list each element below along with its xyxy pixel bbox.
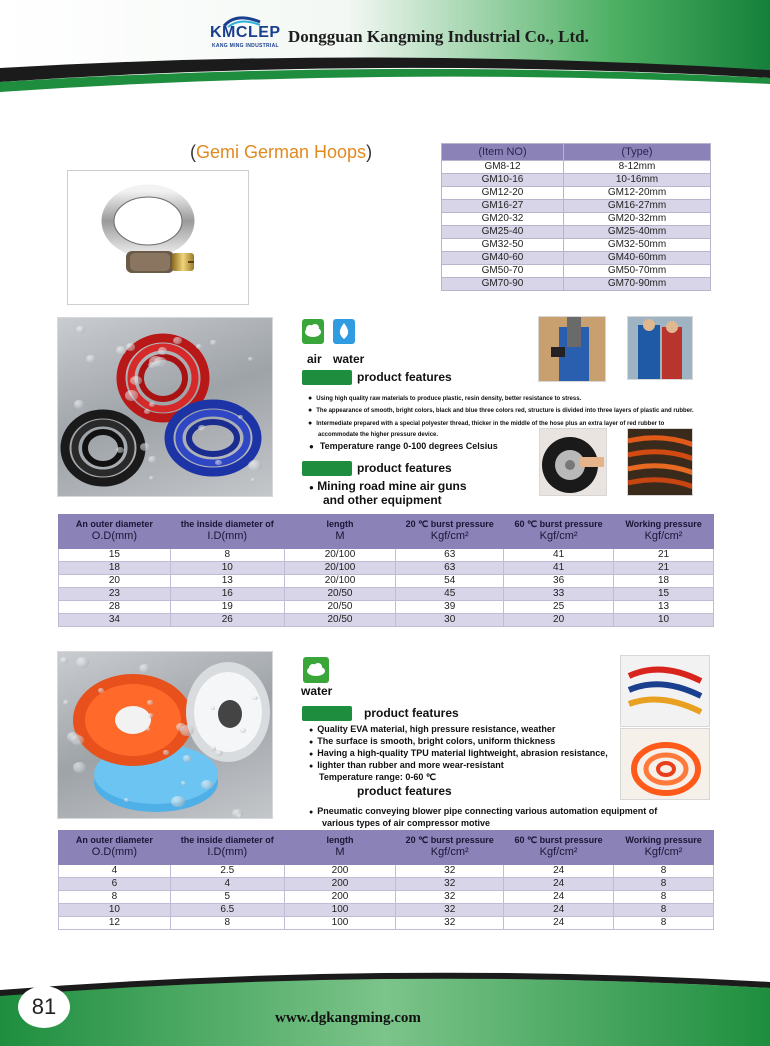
- water-droplet: [211, 706, 215, 710]
- table-cell: 8: [170, 549, 284, 562]
- table-row: [59, 562, 714, 575]
- table-row: [442, 265, 711, 278]
- water-droplet: [148, 713, 153, 717]
- column-header: the inside diameter of I.D(mm): [170, 515, 284, 549]
- table-row: [442, 252, 711, 265]
- table-cell: 23: [59, 588, 171, 601]
- company-name: Dongguan Kangming Industrial Co., Ltd.: [288, 27, 589, 46]
- hose-fittings-photo: [627, 428, 693, 496]
- table-cell: 8: [614, 904, 714, 917]
- tpu-temperature: Temperature range: 0-60 ℃: [319, 772, 436, 782]
- table-cell: 63: [396, 562, 504, 575]
- table-row: [59, 575, 714, 588]
- table-cell: 15: [59, 549, 171, 562]
- water-droplet: [147, 700, 153, 705]
- table-cell: 24: [504, 891, 614, 904]
- table-cell: 33: [504, 588, 614, 601]
- table-cell: 20/50: [284, 614, 396, 627]
- table-cell: GM10-16: [442, 174, 564, 187]
- feature-item: ● Using high quality raw materials to produce plastic, resin density, better resistance to stress.: [318, 395, 581, 403]
- feature-temperature: ● Temperature range 0-100 degrees Celsius: [309, 441, 498, 451]
- table-cell: 13: [614, 601, 714, 614]
- table-row: [59, 549, 714, 562]
- water-cloud-icon: [303, 657, 329, 683]
- table-row: [442, 226, 711, 239]
- table-cell: 20/100: [284, 562, 396, 575]
- application-text: ● Mining road mine air guns and other equipment: [309, 479, 467, 507]
- water-droplet: [130, 376, 142, 385]
- table-cell: 15: [614, 588, 714, 601]
- table-header-row: [442, 144, 711, 161]
- hoops-title-name: Gemi German Hoops: [196, 142, 367, 162]
- table-header-row: [59, 831, 714, 865]
- tpu-application-text: ● Pneumatic conveying blower pipe connecting various automation equipment of: [309, 806, 658, 816]
- column-header: Working pressure Kgf/cm²: [614, 515, 714, 549]
- water-droplet: [149, 402, 155, 407]
- feature-item-continued: accommodate the higher pressure device.: [318, 432, 439, 438]
- table-row: [59, 917, 714, 930]
- table-cell: 8: [59, 891, 171, 904]
- water-label-2: water: [301, 684, 333, 698]
- table-cell: 39: [396, 601, 504, 614]
- water-label: water: [333, 352, 365, 366]
- table-cell: GM25-40mm: [564, 226, 711, 239]
- table-cell: 10: [59, 904, 171, 917]
- table-cell: 20: [59, 575, 171, 588]
- table-cell: GM20-32mm: [564, 213, 711, 226]
- table-cell: 63: [396, 549, 504, 562]
- table-row: [59, 878, 714, 891]
- hoops-spec-table: [441, 143, 711, 291]
- water-droplet: [215, 460, 222, 465]
- table-cell: GM70-90: [442, 278, 564, 291]
- column-header: Working pressure Kgf/cm²: [614, 831, 714, 865]
- water-droplet: [124, 798, 129, 802]
- table-cell: 20/100: [284, 549, 396, 562]
- table-cell: 8: [614, 891, 714, 904]
- table-cell: 28: [59, 601, 171, 614]
- hose-clamp-photo: [67, 170, 249, 305]
- column-header: (Item NO): [442, 144, 564, 161]
- table-cell: 20: [504, 614, 614, 627]
- tpu-applications-heading: product features: [357, 784, 452, 798]
- table-row: [442, 213, 711, 226]
- column-header: length M: [284, 515, 396, 549]
- table-row: [59, 865, 714, 878]
- table-cell: GM32-50mm: [564, 239, 711, 252]
- table-cell: 32: [396, 865, 504, 878]
- table-row: [442, 187, 711, 200]
- tire-inflation-photo: [539, 428, 607, 496]
- table-cell: 32: [396, 878, 504, 891]
- column-header: An outer diameter O.D(mm): [59, 515, 171, 549]
- feature-item: ● The appearance of smooth, bright colors, black and blue three colors red, structure is divided into three layers of plastic and rubber.: [318, 407, 694, 415]
- table-cell: 26: [170, 614, 284, 627]
- hoops-title: (Gemi German Hoops): [190, 142, 373, 162]
- water-drop-icon: [333, 319, 355, 344]
- water-droplet: [98, 688, 104, 693]
- water-droplet: [248, 357, 253, 361]
- tpu-features-heading: product features: [364, 706, 459, 720]
- table-cell: 24: [504, 865, 614, 878]
- logo-text: KMCLEP: [210, 24, 281, 41]
- table-cell: 20/50: [284, 588, 396, 601]
- table-row: [59, 904, 714, 917]
- water-droplet: [201, 780, 212, 789]
- column-header: 20 ℃ burst pressure Kgf/cm²: [396, 515, 504, 549]
- table-cell: 10: [614, 614, 714, 627]
- applications-heading: product features: [357, 461, 452, 475]
- column-header: (Type): [564, 144, 711, 161]
- table-cell: 32: [396, 904, 504, 917]
- tpu-features-badge: [302, 706, 352, 721]
- tpu-feature-item: ● The surface is smooth, bright colors, uniform thickness: [309, 736, 556, 746]
- footer-banner: [0, 960, 770, 1046]
- tpu-hose-photo: [57, 651, 273, 819]
- table-cell: 200: [284, 878, 396, 891]
- table-cell: 54: [396, 575, 504, 588]
- table-cell: 8: [614, 865, 714, 878]
- rubber-hose-spec-table: [58, 514, 714, 627]
- column-header: the inside diameter of I.D(mm): [170, 831, 284, 865]
- table-cell: 34: [59, 614, 171, 627]
- column-header: 60 ℃ burst pressure Kgf/cm²: [504, 515, 614, 549]
- table-cell: 8: [614, 917, 714, 930]
- table-cell: GM12-20mm: [564, 187, 711, 200]
- column-header: An outer diameter O.D(mm): [59, 831, 171, 865]
- table-cell: 10-16mm: [564, 174, 711, 187]
- table-cell: 8: [170, 917, 284, 930]
- table-cell: GM50-70: [442, 265, 564, 278]
- table-cell: 19: [170, 601, 284, 614]
- water-droplet: [116, 346, 127, 355]
- coiled-hose-photo: [620, 655, 710, 727]
- water-droplet: [252, 696, 257, 700]
- water-droplet: [198, 425, 206, 431]
- column-header: 20 ℃ burst pressure Kgf/cm²: [396, 831, 504, 865]
- water-droplet: [60, 657, 68, 663]
- water-droplet: [240, 728, 246, 733]
- table-cell: 24: [504, 904, 614, 917]
- water-droplet: [67, 732, 79, 742]
- table-header-row: [59, 515, 714, 549]
- table-cell: GM16-27mm: [564, 200, 711, 213]
- table-cell: GM25-40: [442, 226, 564, 239]
- water-droplet: [144, 409, 150, 414]
- table-cell: 5: [170, 891, 284, 904]
- water-droplet: [76, 326, 85, 333]
- water-droplet: [238, 415, 243, 419]
- table-cell: GM50-70mm: [564, 265, 711, 278]
- column-header: 60 ℃ burst pressure Kgf/cm²: [504, 831, 614, 865]
- table-cell: 6: [59, 878, 171, 891]
- table-cell: 12: [59, 917, 171, 930]
- table-cell: 8: [614, 878, 714, 891]
- header-banner: [0, 0, 770, 110]
- tpu-feature-item: ● lighter than rubber and more wear-resistant: [309, 760, 504, 770]
- table-cell: 6.5: [170, 904, 284, 917]
- table-cell: 200: [284, 865, 396, 878]
- table-cell: GM20-32: [442, 213, 564, 226]
- table-cell: 41: [504, 549, 614, 562]
- table-row: [59, 891, 714, 904]
- table-row: [59, 601, 714, 614]
- table-row: [59, 614, 714, 627]
- table-cell: GM16-27: [442, 200, 564, 213]
- features-heading: product features: [357, 370, 452, 384]
- water-droplet: [163, 750, 168, 754]
- water-droplet: [210, 340, 216, 345]
- water-droplet: [139, 664, 151, 673]
- water-droplet: [146, 727, 150, 730]
- table-cell: 18: [614, 575, 714, 588]
- tpu-feature-item: ● Quality EVA material, high pressure resistance, weather: [309, 724, 556, 734]
- table-cell: 200: [284, 891, 396, 904]
- table-cell: GM8-12: [442, 161, 564, 174]
- applications-badge: [302, 461, 352, 476]
- tpu-hose-spec-table: [58, 830, 714, 930]
- table-cell: 25: [504, 601, 614, 614]
- page-number: 81: [18, 986, 70, 1028]
- table-cell: GM40-60mm: [564, 252, 711, 265]
- table-cell: 20/100: [284, 575, 396, 588]
- table-row: [442, 239, 711, 252]
- water-droplet: [237, 814, 243, 819]
- table-cell: 10: [170, 562, 284, 575]
- table-cell: GM70-90mm: [564, 278, 711, 291]
- table-row: [59, 588, 714, 601]
- table-cell: 16: [170, 588, 284, 601]
- tpu-application-text-2: various types of air compressor motive: [322, 818, 491, 828]
- table-cell: 45: [396, 588, 504, 601]
- table-cell: 21: [614, 562, 714, 575]
- table-cell: 36: [504, 575, 614, 588]
- water-droplet: [248, 460, 262, 471]
- table-cell: 30: [396, 614, 504, 627]
- table-cell: 13: [170, 575, 284, 588]
- table-cell: 18: [59, 562, 171, 575]
- logo-subtitle: KANG MING INDUSTRIAL: [212, 43, 279, 49]
- table-row: [442, 278, 711, 291]
- water-droplet: [173, 337, 182, 344]
- table-cell: 24: [504, 878, 614, 891]
- water-droplet: [158, 347, 168, 355]
- table-cell: GM32-50: [442, 239, 564, 252]
- feature-item: ● Intermediate prepared with a special polyester thread, thicker in the middle of the hose plus an extra layer of red rubber to: [318, 420, 664, 428]
- table-cell: GM40-60: [442, 252, 564, 265]
- table-cell: 32: [396, 917, 504, 930]
- table-cell: 100: [284, 904, 396, 917]
- air-icon: [302, 319, 324, 344]
- water-droplet: [251, 478, 256, 482]
- website-url[interactable]: www.dgkangming.com: [275, 1010, 421, 1026]
- table-cell: 100: [284, 917, 396, 930]
- column-header: length M: [284, 831, 396, 865]
- worker-air-gun-photo: [538, 316, 606, 382]
- spiral-hose-photo: [620, 728, 710, 800]
- rubber-hose-photo: [57, 317, 273, 497]
- water-droplet: [171, 796, 184, 807]
- features-badge: [302, 370, 352, 385]
- table-cell: 20/50: [284, 601, 396, 614]
- water-droplet: [176, 723, 186, 731]
- table-row: [442, 200, 711, 213]
- table-cell: 41: [504, 562, 614, 575]
- table-cell: 2.5: [170, 865, 284, 878]
- table-row: [442, 174, 711, 187]
- table-cell: 8-12mm: [564, 161, 711, 174]
- water-droplet: [126, 343, 135, 351]
- worker-hose-photo: [627, 316, 693, 380]
- table-row: [442, 161, 711, 174]
- tpu-feature-item: ● Having a high-quality TPU material lightweight, abrasion resistance,: [309, 748, 608, 758]
- table-cell: GM12-20: [442, 187, 564, 200]
- table-cell: 4: [59, 865, 171, 878]
- air-label: air: [307, 352, 322, 366]
- table-cell: 24: [504, 917, 614, 930]
- company-logo: [210, 14, 280, 48]
- water-droplet: [74, 400, 85, 408]
- table-cell: 21: [614, 549, 714, 562]
- table-cell: 32: [396, 891, 504, 904]
- table-cell: 4: [170, 878, 284, 891]
